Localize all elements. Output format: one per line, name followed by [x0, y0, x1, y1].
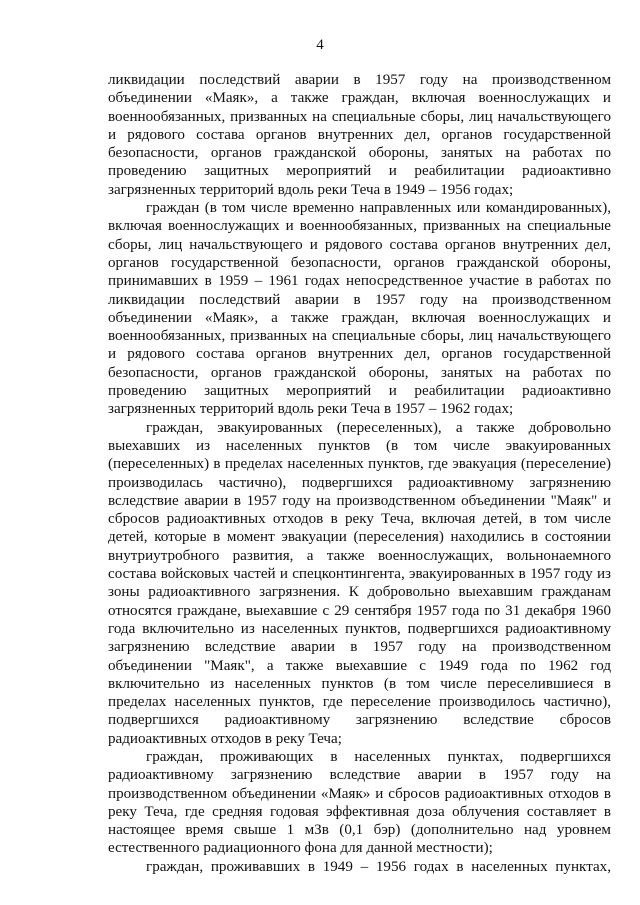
paragraph: граждан (в том числе временно направленных или командированных), включая военнослужащих и военнообязанных, призванных на специальные сборы, лиц начальствующего и рядового состава органов внутренних дел, органов государственной безопасности, органов гражданской обороны, принимавших в 1959 – 1961 годах непосредственное участие в работах по ликвидации последствий аварии в 1957 году на производственном объединении «Маяк», а также граждан, включая военнослужащих и военнообязанных, призванных на специальные сборы, лиц начальствующего и рядового состава органов внутренних дел, органов государственной безопасности, органов гражданской обороны, занятых на работах по проведению защитных мероприятий и реабилитации радиоактивно загрязненных территорий вдоль реки Теча в 1957 – 1962 годах; [108, 200, 611, 418]
document-body [108, 71, 611, 876]
paragraph-truncated: граждан, проживавших в 1949 – 1956 годах в населенных пунктах, [146, 858, 611, 875]
paragraph: граждан, проживающих в населенных пунктах, подвергшихся радиоактивному загрязнению вследствие аварии в 1957 году на производственном объединении «Маяк» и сбросов радиоактивных отходов в реку Теча, где средняя годовая эффективная доза облучения составляет в настоящее время свыше 1 мЗв (0,1 бэр) (дополнительно над уровнем естественного радиационного фона для данной местности); [108, 748, 611, 857]
page-number: 4 [316, 37, 324, 53]
paragraph-continuation: ликвидации последствий аварии в 1957 году на производственном объединении «Маяк», а также граждан, включая военнослужащих и военнообязанных, призванных на специальные сборы, лиц начальствующего и рядового состава органов внутренних дел, органов государственной безопасности, органов гражданской обороны, занятых на работах по проведению защитных мероприятий и реабилитации радиоактивно загрязненных территорий вдоль реки Теча в 1949 – 1956 годах; [108, 72, 611, 198]
paragraph: граждан, эвакуированных (переселенных), а также добровольно выехавших из населенных пунктов (в том числе эвакуированных (переселенных) в пределах населенных пунктов, где эвакуация (переселение) производилась частично), подвергшихся радиоактивному загрязнению вследствие аварии в 1957 году на производственном объединении "Маяк" и сбросов радиоактивных отходов в реку Теча, включая детей, в том числе детей, которые в момент эвакуации (переселения) находились в состоянии внутриутробного развития, а также военнослужащих, вольнонаемного состава войсковых частей и спецконтингента, эвакуированных в 1957 году из зоны радиоактивного загрязнения. К добровольно выехавшим гражданам относятся граждане, выехавшие с 29 сентября 1957 года по 31 декабря 1960 года включительно из населенных пунктов, подвергшихся радиоактивному загрязнению вследствие аварии в 1957 году на производственном объединении "Маяк", а также выехавшие с 1949 года по 1962 год включительно из населенных пунктов (в том числе переселившиеся в пределах населенных пунктов, где переселение производилось частично), подвергшихся радиоактивному загрязнению вследствие сбросов радиоактивных отходов в реку Теча; [108, 419, 611, 747]
